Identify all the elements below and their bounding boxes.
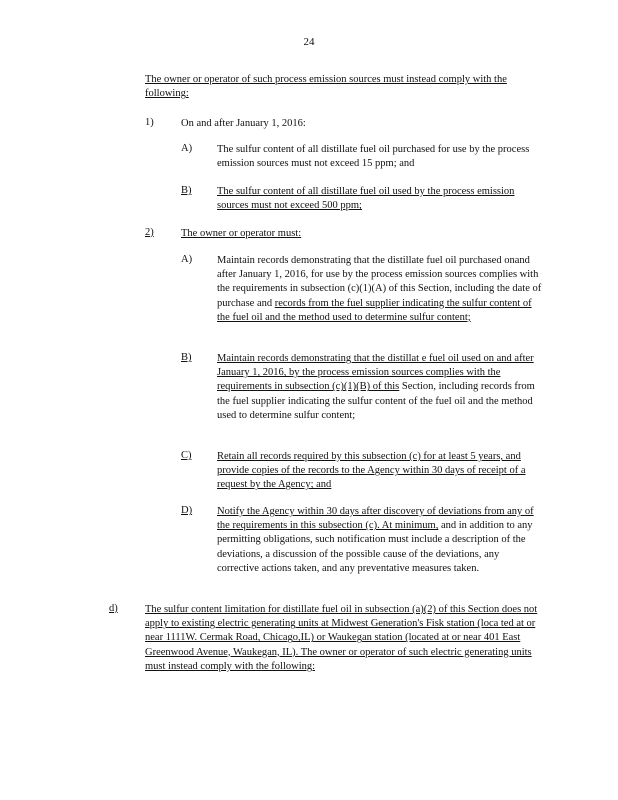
item-2d-label: D): [181, 505, 193, 516]
item-1b-label: B): [181, 185, 192, 196]
item-2a-label: A): [181, 254, 193, 265]
item-2c-label: C): [181, 450, 192, 461]
item-d-text: The sulfur content limitation for distillate fuel oil in subsection (a)(2) of this Section does not apply to existing electric generating units at Midwest Generation's Fisk station (loca ted at or near 1111W. Cermak Road, Chicago,IL) or Waukegan station (located at or near 401 East Greenwood Avenue, Waukegan, IL). The owner or operator of such electric generating units must instead comply with the following:: [145, 604, 538, 672]
page-number: 24: [303, 36, 315, 48]
item-2-label: 2): [145, 227, 154, 238]
item-2b-text: [217, 352, 542, 423]
item-1a-text: The sulfur content of all distillate fuel oil purchased for use by the process emission sources must not exceed 15 ppm; and: [217, 144, 530, 170]
item-2c-text: Retain all records required by this subsection (c) for at least 5 years, and provide copies of the records to the Agency within 30 days of receipt of a request by the Agency; and: [217, 451, 526, 491]
item-1-text: On and after January 1, 2016:: [181, 118, 306, 129]
intro-paragraph: The owner or operator of such process emission sources must instead comply with the following:: [145, 74, 507, 100]
item-2-text: The owner or operator must:: [181, 228, 302, 239]
item-2a-text-underlined: records from the fuel supplier indicating the sulfur content of the fuel oil and the method used to determine sulfur content;: [217, 297, 532, 323]
item-2b-text-underlined: Maintain records demonstrating that the distillat e fuel oil used on and after January 1, 2016, by the process emission sources complies with the requirements in subsection (c)(1)(B) of this: [217, 353, 534, 393]
item-2d-text-underlined: Notify the Agency within 30 days after discovery of deviations from any of the requirements in this subsection (c). At minimum,: [217, 506, 534, 532]
item-1-label: 1): [145, 117, 154, 128]
item-2a-text-plain: Maintain records demonstrating that the distillate fuel oil purchased onand after January 1, 2016, for use by the process emission sources complies with the requirements in subsection (c)(1)(A) of this Section, including the date of purchase and: [217, 255, 542, 309]
item-2b-label: B): [181, 352, 192, 363]
item-2d-text: [217, 505, 542, 576]
item-1a-label: A): [181, 143, 193, 154]
item-2a-text: [217, 254, 542, 325]
item-2d-text-plain: and in addition to any permitting obligations, such notification must include a description of the deviations, a discussion of the possible cause of the deviations, any corrective actions taken, and any preventative measures taken.: [217, 520, 533, 574]
item-1b-text: The sulfur content of all distillate fuel oil used by the process emission sources must not exceed 500 ppm;: [217, 186, 515, 212]
item-d-label: d): [109, 603, 118, 614]
item-2b-text-plain: Section, including records from the fuel supplier indicating the sulfur content of the fuel oil and the method used to determine sulfur content;: [217, 381, 535, 421]
